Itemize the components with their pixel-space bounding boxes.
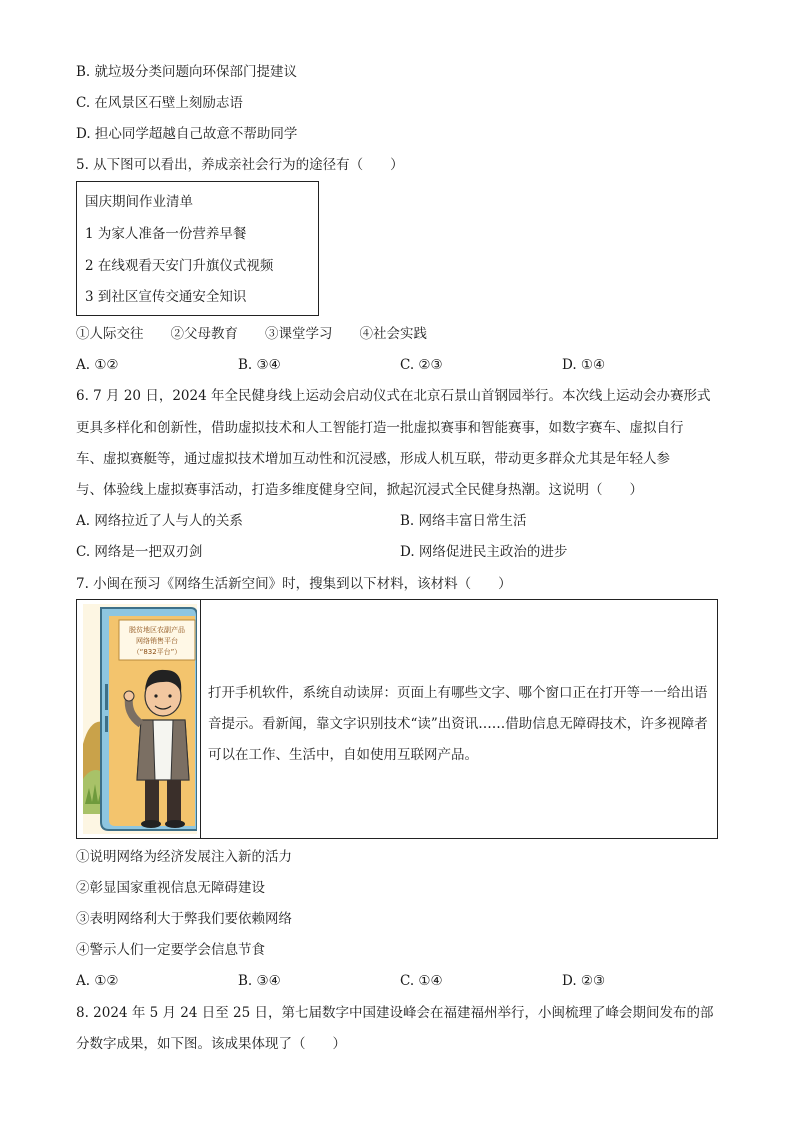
q6-option-d: D. 网络促进民主政治的进步 [400, 544, 568, 560]
q5-option-d: D. ①④ [562, 357, 606, 373]
q4-option-d: D. 担心同学超越自己故意不帮助同学 [76, 126, 298, 142]
q5-option-c: C. ②③ [400, 357, 443, 373]
q7-option-c: C. ①④ [400, 973, 443, 989]
image-caption-line: 网络销售平台 [136, 637, 178, 645]
material-box-divider [200, 600, 201, 838]
q5-option-a: A. ①② [76, 357, 119, 373]
image-caption-line: 脱贫地区农副产品 [129, 626, 185, 634]
q7-stem: 7. 小闽在预习《网络生活新空间》时，搜集到以下材料，该材料（ ） [76, 576, 512, 592]
q6-option-a: A. 网络拉近了人与人的关系 [76, 513, 243, 529]
homework-list-item: 1 为家人准备一份营养早餐 [85, 226, 247, 242]
q4-option-c: C. 在风景区石壁上刻励志语 [76, 95, 243, 111]
q5-stem: 5. 从下图可以看出，养成亲社会行为的途径有（ ） [76, 157, 404, 173]
q7-statement: ④警示人们一定要学会信息节食 [76, 942, 265, 958]
q7-option-d: D. ②③ [562, 973, 606, 989]
q6-stem-line: 更具多样化和创新性，借助虚拟技术和人工智能打造一批虚拟赛事和智能赛事，如数字赛车、虚拟自行 [76, 420, 684, 436]
q6-stem-line: 6. 7 月 20 日，2024 年全民健身线上运动会启动仪式在北京石景山首钢园举行。本次线上运动会办赛形式 [76, 388, 711, 404]
homework-list-item: 2 在线观看天安门升旗仪式视频 [85, 258, 274, 274]
material-text: 打开手机软件，系统自动读屏：页面上有哪些文字、哪个窗口正在打开等一一给出语音提示。看新闻，靠文字识别技术“读”出资讯……借助信息无障碍技术，许多视障者可以在工作、生活中，自如使用互联网产品。 [208, 685, 708, 763]
q6-option-b: B. 网络丰富日常生活 [400, 513, 527, 529]
homework-list-title: 国庆期间作业清单 [85, 194, 193, 210]
q7-statement: ②彰显国家重视信息无障碍建设 [76, 880, 265, 896]
q7-option-a: A. ①② [76, 973, 119, 989]
q6-stem-line: 与、体验线上虚拟赛事活动，打造多维度健身空间，掀起沉浸式全民健身热潮。这说明（ ） [76, 482, 643, 498]
q7-statement: ①说明网络为经济发展注入新的活力 [76, 849, 292, 865]
q7-statement: ③表明网络利大于弊我们要依赖网络 [76, 911, 292, 927]
q6-option-c: C. 网络是一把双刃剑 [76, 544, 203, 560]
phone-cartoon-illustration [83, 604, 197, 834]
q8-stem-line: 分数字成果，如下图。该成果体现了（ ） [76, 1036, 346, 1052]
q8-stem-line: 8. 2024 年 5 月 24 日至 25 日，第七届数字中国建设峰会在福建福州举行，小闽梳理了峰会期间发布的部 [76, 1005, 714, 1021]
q6-stem-line: 车、虚拟赛艇等，通过虚拟技术增加互动性和沉浸感，形成人机互联，带动更多群众尤其是年轻人参 [76, 451, 670, 467]
homework-list-box [76, 181, 319, 316]
image-caption-line: （“832平台”） [132, 648, 182, 656]
q4-option-b: B. 就垃圾分类问题向环保部门提建议 [76, 64, 298, 80]
homework-list-item: 3 到社区宣传交通安全知识 [85, 289, 247, 305]
q7-option-b: B. ③④ [238, 973, 281, 989]
q5-statements: ①人际交往 ②父母教育 ③课堂学习 ④社会实践 [76, 326, 427, 342]
q5-option-b: B. ③④ [238, 357, 281, 373]
material-box [76, 599, 718, 839]
